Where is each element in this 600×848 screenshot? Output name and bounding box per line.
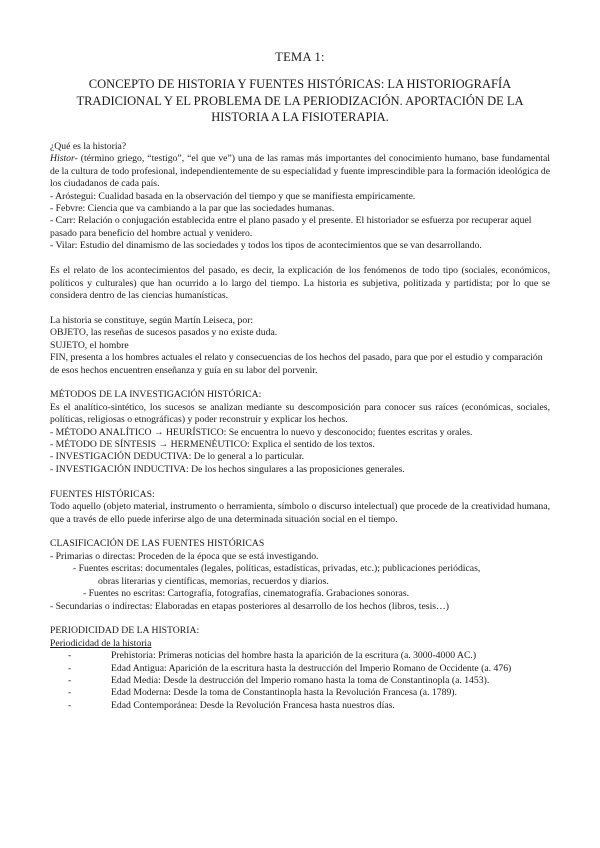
leiseca-intro: La historia se constituye, según Martín Leiseca, por:	[50, 314, 254, 326]
dash-bullet: -	[68, 699, 72, 711]
document-body	[50, 141, 550, 712]
periodicity-subheading: Periodicidad de la historia	[50, 637, 152, 649]
definition-item: - Vilar: Estudio del dinamismo de las sociedades y todos los tipos de acontecimientos que se van desarrollando.	[50, 240, 482, 252]
sources-paragraph: Todo aquello (objeto material, instrumento o herramienta, símbolo o discurso intelectual) que procede de la creatividad humana, que a través de ello puede inferirse algo de una determinada situación social en el tiempo.	[50, 501, 550, 525]
dash-bullet: -	[68, 662, 72, 674]
document-title: TEMA 1:	[275, 50, 325, 64]
history-definition-paragraph: Es el relato de los acontecimientos del pasado, es decir, la explicación de los fenómenos de todo tipo (sociales, económicos, políticos y culturales) que han ocurrido a lo largo del tiempo. La historia es subjetiva, politizada y partidista; por lo que se considera dentro de las ciencias humanísticas.	[50, 265, 550, 301]
objeto-line: OBJETO, las reseñas de sucesos pasados y no existe duda.	[50, 327, 278, 339]
sujeto-line: SUJETO, el hombre	[50, 339, 129, 351]
definition-item: - Febvre: Ciencia que va cambiando a la par que las sociedades humanas.	[50, 203, 335, 215]
period-text: Edad Contemporánea: Desde la Revolución Francesa hasta nuestros días.	[111, 699, 395, 711]
secondary-sources-item: - Secundarias o indirectas: Elaboradas en etapas posteriores al desarrollo de los hechos (libros, tesis…)	[50, 600, 449, 612]
question-line: ¿Qué es la historia?	[50, 141, 127, 152]
period-item	[50, 675, 550, 687]
dash-bullet: -	[68, 675, 72, 687]
periodicity-heading: PERIODICIDAD DE LA HISTORIA:	[50, 625, 200, 637]
histor-paragraph	[50, 153, 550, 190]
dash-bullet: -	[68, 650, 72, 662]
method-item: - MÉTODO ANALÍTICO → HEURÍSTICO: Se encuentra lo nuevo y desconocido; fuentes escritas y orales.	[50, 426, 473, 438]
primary-sources-item: - Primarias o directas: Proceden de la época que se está investigando.	[50, 550, 319, 562]
dash-bullet: -	[68, 687, 72, 699]
definition-item: - Carr: Relación o conjugación establecida entre el plano pasado y el presente. El historiador se esfuerza por recuperar aquel pasado para beneficio del hombre actual y venidero.	[50, 215, 532, 239]
period-text: Prehistoria: Primeras noticias del hombre hasta la aparición de la escritura (a. 3000-4000 AC.)	[111, 650, 477, 662]
period-text: Edad Moderna: Desde la toma de Constantinopla hasta la Revolución Francesa (a. 1789).	[111, 687, 457, 699]
histor-text: (término griego, “testigo”, “el que ve”) una de las ramas más importantes del conocimiento humano, base fundamental de la cultura de todo profesional, independientemente de su especialidad y fuente imprescindible para la formación ideológica de los ciudadanos de cada país.	[50, 153, 550, 190]
methods-paragraph: Es el analítico-sintético, los sucesos se analizan mediante su descomposición para conocer sus raíces (económicas, sociales, políticas, religiosas o etnográficas) y poder reconstruir y explicar los hechos.	[50, 401, 550, 426]
period-item	[50, 663, 550, 675]
period-item	[50, 700, 550, 712]
unwritten-sources-item: - Fuentes no escritas: Cartografía, fotografías, cinematografía. Grabaciones sonoras.	[83, 588, 410, 600]
histor-term: Histor-	[50, 153, 78, 165]
method-item: - MÉTODO DE SÍNTESIS → HERMENÉUTICO: Explica el sentido de los textos.	[50, 439, 375, 451]
period-item	[50, 650, 550, 662]
document-heading: CONCEPTO DE HISTORIA Y FUENTES HISTÓRICAS: LA HISTORIOGRAFÍA TRADICIONAL Y EL PROBLEMA DE LA PERIODIZACIÓN. APORTACIÓN DE LA HISTORIA A LA FISIOTERAPIA.	[76, 77, 524, 124]
methods-heading: MÉTODOS DE LA INVESTIGACIÓN HISTÓRICA:	[50, 389, 262, 401]
definition-item: - Aróstegui: Cualidad basada en la observación del tiempo y que se manifiesta empíricamente.	[50, 190, 416, 202]
period-text: Edad Antigua: Aparición de la escritura hasta la destrucción del Imperio Romano de Occidente (a. 476)	[111, 662, 512, 674]
written-sources-continuation: obras literarias y científicas, memorias, recuerdos y diarios.	[98, 575, 329, 587]
method-item: - INVESTIGACIÓN INDUCTIVA: De los hechos singulares a las proposiciones generales.	[50, 463, 405, 475]
sources-heading: FUENTES HISTÓRICAS:	[50, 488, 155, 500]
period-text: Edad Media: Desde la destrucción del Imperio romano hasta la toma de Constantinopla (a. 1453).	[111, 675, 490, 687]
written-sources-item: - Fuentes escritas: documentales (legales, políticas, estadísticas, privadas, etc.); publicaciones periódicas,	[73, 563, 481, 575]
classification-heading: CLASIFICACIÓN DE LAS FUENTES HISTÓRICAS	[50, 538, 265, 550]
period-item	[50, 687, 550, 699]
method-item: - INVESTIGACIÓN DEDUCTIVA: De lo general a lo particular.	[50, 451, 305, 463]
fin-line: FIN, presenta a los hombres actuales el relato y consecuencias de los hechos del pasado, para que por el estudio y comparación de esos hechos encuentren enseñanza y guía en su labor del porvenir.	[50, 352, 543, 376]
